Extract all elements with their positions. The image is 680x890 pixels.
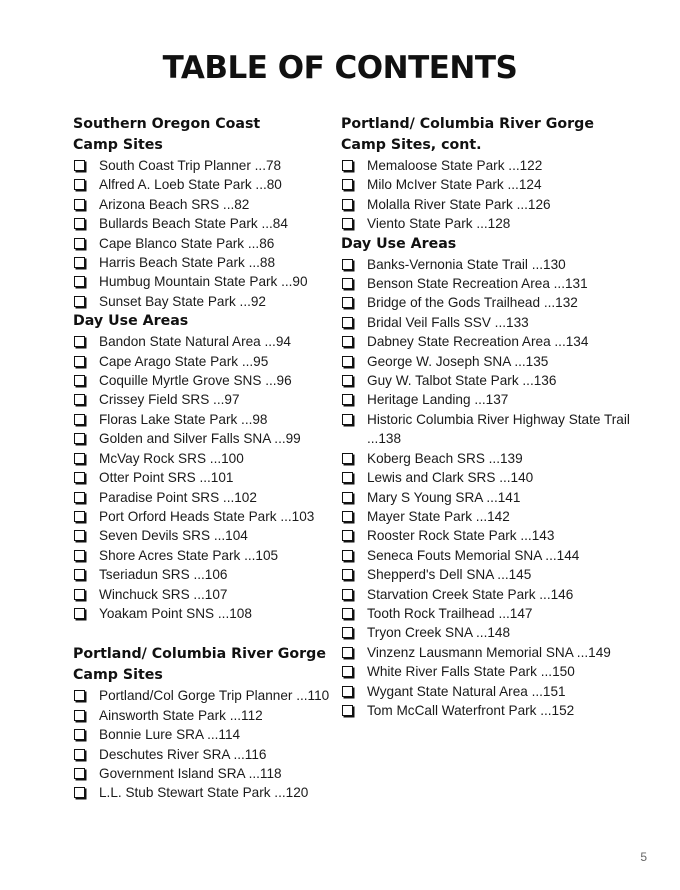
toc-entry-label: Harris Beach State Park ...88 <box>99 255 276 271</box>
toc-entry-label: Guy W. Talbot State Park ...136 <box>367 373 557 389</box>
checkbox-icon[interactable] <box>74 160 85 171</box>
toc-entry-label: Tom McCall Waterfront Park ...152 <box>367 702 575 718</box>
toc-entry <box>73 272 335 291</box>
toc-entry-label: Starvation Creek State Park ...146 <box>367 586 574 602</box>
toc-entry <box>341 546 641 565</box>
toc-entry-label: Seven Devils SRS ...104 <box>99 528 248 544</box>
checkbox-icon[interactable] <box>342 550 353 561</box>
right-column <box>341 114 641 720</box>
toc-entry <box>73 234 335 253</box>
toc-entry-label: Bullards Beach State Park ...84 <box>99 216 288 232</box>
category-heading-camp-sites: Camp Sites <box>73 137 163 153</box>
toc-entry <box>73 352 335 371</box>
checkbox-icon[interactable] <box>74 569 85 580</box>
toc-entry <box>341 449 641 468</box>
toc-entry <box>73 292 335 311</box>
checkbox-icon[interactable] <box>74 356 85 367</box>
checkbox-icon[interactable] <box>342 511 353 522</box>
toc-entry-label: McVay Rock SRS ...100 <box>99 450 244 466</box>
toc-entry-label: Mayer State Park ...142 <box>367 508 510 524</box>
checkbox-icon[interactable] <box>74 690 85 701</box>
toc-entry <box>341 352 641 371</box>
toc-entry <box>73 175 335 194</box>
category-heading-camp-sites: Camp Sites <box>73 667 163 684</box>
toc-entry-label: Dabney State Recreation Area ...134 <box>367 334 589 350</box>
toc-entry <box>341 488 641 507</box>
toc-entry <box>341 623 641 642</box>
toc-entry-label: Cape Arago State Park ...95 <box>99 353 269 369</box>
toc-entry <box>341 682 641 701</box>
toc-entry <box>341 175 641 194</box>
checkbox-icon[interactable] <box>342 394 353 405</box>
page-number: 5 <box>640 850 647 864</box>
toc-entry-label: Bonnie Lure SRA ...114 <box>99 727 241 743</box>
toc-entry-label: Yoakam Point SNS ...108 <box>99 605 252 621</box>
toc-entry <box>341 293 641 312</box>
toc-entry <box>73 507 335 526</box>
toc-entry <box>341 410 641 449</box>
checkbox-icon[interactable] <box>342 530 353 541</box>
checkbox-icon[interactable] <box>342 647 353 658</box>
toc-entry-label: L.L. Stub Stewart State Park ...120 <box>99 785 309 801</box>
checkbox-icon[interactable] <box>74 608 85 619</box>
entry-list <box>73 156 335 311</box>
checkbox-icon[interactable] <box>74 787 85 798</box>
toc-entry-label: Milo McIver State Park ...124 <box>367 177 542 193</box>
toc-entry <box>73 585 335 604</box>
toc-entry <box>341 585 641 604</box>
checkbox-icon[interactable] <box>342 375 353 386</box>
toc-entry-label: Humbug Mountain State Park ...90 <box>99 274 308 290</box>
checkbox-icon[interactable] <box>74 550 85 561</box>
checkbox-icon[interactable] <box>342 472 353 483</box>
toc-entry-label: Benson State Recreation Area ...131 <box>367 276 588 292</box>
toc-entry <box>73 195 335 214</box>
checkbox-icon[interactable] <box>74 375 85 386</box>
checkbox-icon[interactable] <box>74 238 85 249</box>
toc-entry <box>73 565 335 584</box>
toc-entry <box>73 604 335 623</box>
toc-entry-label: Otter Point SRS ...101 <box>99 470 234 486</box>
checkbox-icon[interactable] <box>74 710 85 721</box>
toc-entry <box>73 332 335 351</box>
toc-entry-label: Arizona Beach SRS ...82 <box>99 196 250 212</box>
checkbox-icon[interactable] <box>74 433 85 444</box>
toc-entry-label: Port Orford Heads State Park ...103 <box>99 508 315 524</box>
toc-entry <box>341 214 641 233</box>
toc-entry-label: Deschutes River SRA ...116 <box>99 746 267 762</box>
toc-entry <box>341 313 641 332</box>
toc-entry <box>341 643 641 662</box>
checkbox-icon[interactable] <box>342 259 353 270</box>
toc-entry-label: Tooth Rock Trailhead ...147 <box>367 605 533 621</box>
toc-entry-label: Lewis and Clark SRS ...140 <box>367 470 534 486</box>
toc-entry-label: Sunset Bay State Park ...92 <box>99 293 266 309</box>
toc-entry-label: Wygant State Natural Area ...151 <box>367 683 566 699</box>
checkbox-icon[interactable] <box>342 317 353 328</box>
toc-entry-label: Ainsworth State Park ...112 <box>99 707 263 723</box>
toc-entry-label: Alfred A. Loeb State Park ...80 <box>99 177 282 193</box>
toc-entry-label: Golden and Silver Falls SNA ...99 <box>99 431 301 447</box>
toc-entry-label: George W. Joseph SNA ...135 <box>367 353 549 369</box>
toc-entry <box>341 565 641 584</box>
toc-entry <box>341 255 641 274</box>
toc-entry-label: Bandon State Natural Area ...94 <box>99 334 291 350</box>
checkbox-icon[interactable] <box>342 218 353 229</box>
toc-entry <box>73 725 335 744</box>
toc-entry-label: Koberg Beach SRS ...139 <box>367 450 523 466</box>
toc-entry-label: Floras Lake State Park ...98 <box>99 411 268 427</box>
checkbox-icon[interactable] <box>74 511 85 522</box>
checkbox-icon[interactable] <box>74 296 85 307</box>
checkbox-icon[interactable] <box>74 257 85 268</box>
toc-entry-label: Portland/Col Gorge Trip Planner ...110 <box>99 688 330 704</box>
checkbox-icon[interactable] <box>342 453 353 464</box>
checkbox-icon[interactable] <box>342 608 353 619</box>
checkbox-icon[interactable] <box>74 749 85 760</box>
toc-entry-label: Heritage Landing ...137 <box>367 392 509 408</box>
checkbox-icon[interactable] <box>74 179 85 190</box>
toc-entry-label: Vinzenz Lausmann Memorial SNA ...149 <box>367 644 611 660</box>
toc-entry <box>341 526 641 545</box>
checkbox-icon[interactable] <box>74 394 85 405</box>
checkbox-icon[interactable] <box>74 276 85 287</box>
toc-entry <box>73 468 335 487</box>
toc-entry <box>73 156 335 175</box>
toc-entry <box>73 783 335 802</box>
checkbox-icon[interactable] <box>74 199 85 210</box>
category-heading-camp-sites-cont: Camp Sites, cont. <box>341 137 482 153</box>
toc-entry-label: Crissey Field SRS ...97 <box>99 392 240 408</box>
checkbox-icon[interactable] <box>74 218 85 229</box>
toc-entry-label: Mary S Young SRA ...141 <box>367 489 521 505</box>
toc-entry-label: South Coast Trip Planner ...78 <box>99 158 282 173</box>
toc-entry-label: Banks-Vernonia State Trail ...130 <box>367 256 566 272</box>
checkbox-icon[interactable] <box>342 199 353 210</box>
checkbox-icon[interactable] <box>342 160 353 171</box>
toc-entry <box>341 274 641 293</box>
checkbox-icon[interactable] <box>74 768 85 779</box>
category-heading-day-use-areas: Day Use Areas <box>341 235 457 252</box>
checkbox-icon[interactable] <box>342 336 353 347</box>
toc-entry <box>73 764 335 783</box>
region-heading-portland-columbia-river-gorge: Portland/ Columbia River Gorge <box>341 116 594 132</box>
toc-entry <box>73 526 335 545</box>
entry-list <box>341 156 641 234</box>
checkbox-icon[interactable] <box>74 414 85 425</box>
toc-entry <box>341 507 641 526</box>
category-heading-day-use-areas: Day Use Areas <box>73 313 189 330</box>
checkbox-icon[interactable] <box>74 589 85 600</box>
checkbox-icon[interactable] <box>342 492 353 503</box>
toc-entry <box>73 449 335 468</box>
toc-entry <box>73 745 335 764</box>
toc-entry-label: Viento State Park ...128 <box>367 216 511 232</box>
toc-entry <box>73 686 335 705</box>
toc-entry <box>341 156 641 175</box>
left-column <box>73 114 335 803</box>
toc-entry <box>73 214 335 233</box>
checkbox-icon[interactable] <box>74 472 85 483</box>
entry-list <box>73 686 335 802</box>
toc-entry-label: Winchuck SRS ...107 <box>99 586 228 602</box>
toc-entry-label: Molalla River State Park ...126 <box>367 196 551 212</box>
toc-entry <box>341 662 641 681</box>
toc-entry <box>73 488 335 507</box>
checkbox-icon[interactable] <box>342 666 353 677</box>
checkbox-icon[interactable] <box>342 356 353 367</box>
checkbox-icon[interactable] <box>342 589 353 600</box>
toc-entry <box>341 195 641 214</box>
toc-entry <box>341 390 641 409</box>
toc-entry <box>341 468 641 487</box>
checkbox-icon[interactable] <box>342 414 353 425</box>
checkbox-icon[interactable] <box>342 705 353 716</box>
toc-entry <box>341 701 641 720</box>
toc-entry-label: Bridal Veil Falls SSV ...133 <box>367 314 529 330</box>
region-heading-portland-columbia-river-gorge: Portland/ Columbia River Gorge <box>73 646 326 663</box>
toc-entry-label: Tryon Creek SNA ...148 <box>367 625 511 641</box>
entry-list <box>341 255 641 721</box>
toc-entry-label: White River Falls State Park ...150 <box>367 664 575 680</box>
toc-entry <box>341 371 641 390</box>
entry-list <box>73 332 335 623</box>
toc-entry <box>73 429 335 448</box>
checkbox-icon[interactable] <box>74 729 85 740</box>
checkbox-icon[interactable] <box>342 686 353 697</box>
checkbox-icon[interactable] <box>342 569 353 580</box>
toc-entry-label: Shepperd's Dell SNA ...145 <box>367 567 532 583</box>
toc-entry-label: Memaloose State Park ...122 <box>367 158 543 173</box>
page-title: TABLE OF CONTENTS <box>162 50 518 86</box>
toc-entry-label: Government Island SRA ...118 <box>99 765 282 781</box>
checkbox-icon[interactable] <box>74 492 85 503</box>
toc-entry-label: Bridge of the Gods Trailhead ...132 <box>367 295 578 311</box>
checkbox-icon[interactable] <box>342 297 353 308</box>
checkbox-icon[interactable] <box>74 453 85 464</box>
toc-entry-label: Cape Blanco State Park ...86 <box>99 235 275 251</box>
checkbox-icon[interactable] <box>74 530 85 541</box>
toc-entry <box>73 253 335 272</box>
toc-entry <box>341 604 641 623</box>
toc-entry-label: Rooster Rock State Park ...143 <box>367 528 555 544</box>
toc-entry-label: Seneca Fouts Memorial SNA ...144 <box>367 547 580 563</box>
toc-entry <box>73 410 335 429</box>
toc-entry-label: Tseriadun SRS ...106 <box>99 567 228 583</box>
toc-entry <box>73 371 335 390</box>
checkbox-icon[interactable] <box>342 278 353 289</box>
toc-entry <box>73 706 335 725</box>
toc-entry-label: Historic Columbia River Highway State Trail ...138 <box>367 411 630 447</box>
checkbox-icon[interactable] <box>74 336 85 347</box>
checkbox-icon[interactable] <box>342 179 353 190</box>
toc-entry-label: Paradise Point SRS ...102 <box>99 489 257 505</box>
toc-entry <box>73 390 335 409</box>
region-heading-southern-oregon-coast: Southern Oregon Coast <box>73 116 261 132</box>
toc-entry <box>73 546 335 565</box>
toc-entry-label: Shore Acres State Park ...105 <box>99 547 279 563</box>
toc-entry <box>341 332 641 351</box>
toc-entry-label: Coquille Myrtle Grove SNS ...96 <box>99 373 292 389</box>
checkbox-icon[interactable] <box>342 627 353 638</box>
